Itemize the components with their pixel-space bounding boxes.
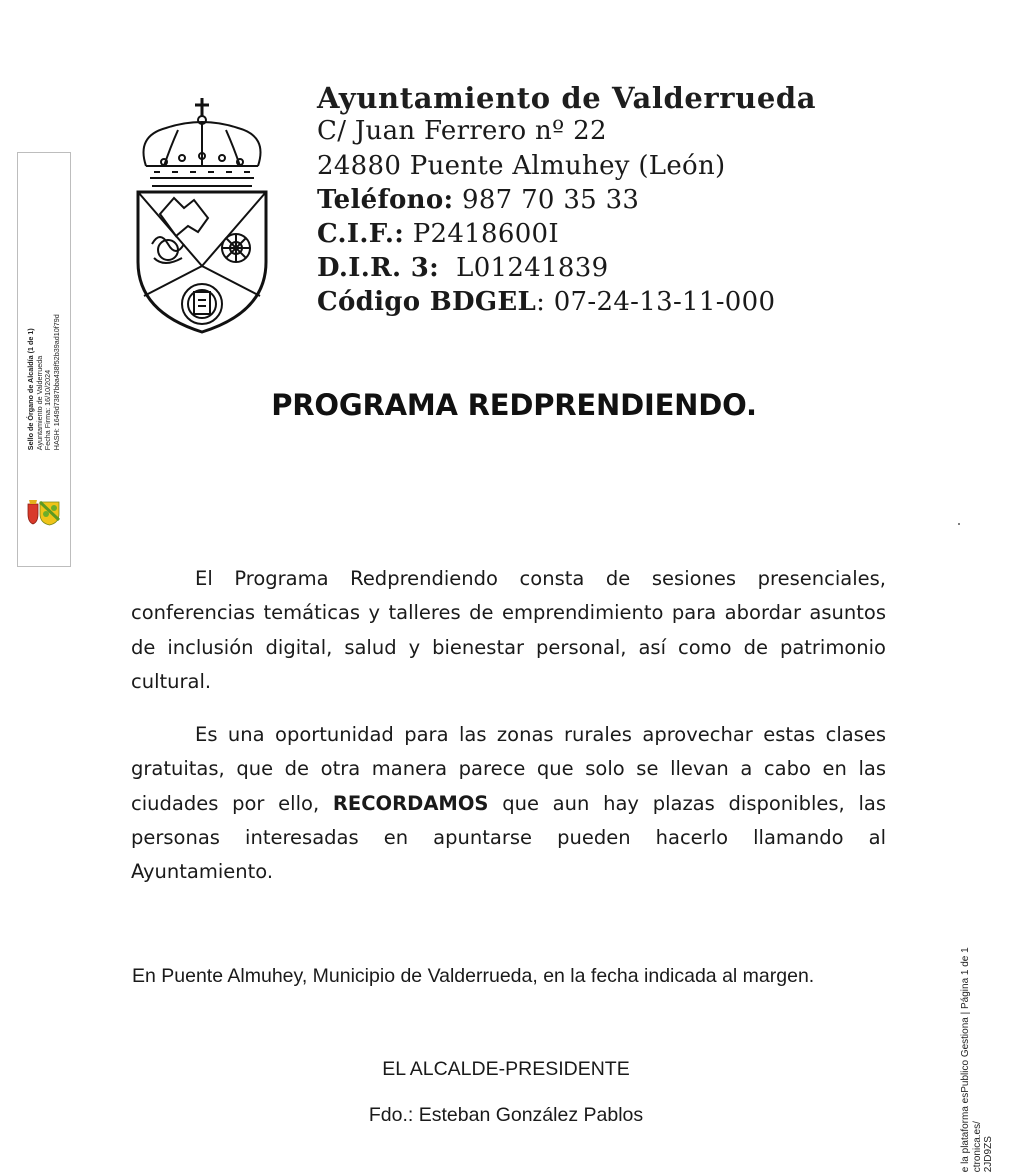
bdgel-label: Código BDGEL bbox=[317, 287, 537, 317]
bdgel-line bbox=[317, 287, 775, 317]
signer-role: EL ALCALDE-PRESIDENTE bbox=[382, 1058, 630, 1080]
paragraph-2-emphasis: RECORDAMOS bbox=[332, 791, 489, 815]
postal-address: 24880 Puente Almuhey (León) bbox=[317, 151, 726, 181]
seal-coat-of-arms-icon bbox=[26, 498, 62, 526]
signer-name: Fdo.: Esteban González Pablos bbox=[368, 1104, 644, 1126]
cif-label: C.I.F.: bbox=[317, 219, 405, 249]
seal-title: Sello de Órgano de Alcaldía (1 de 1) bbox=[25, 328, 35, 451]
cif-line bbox=[317, 219, 559, 249]
verification-margin-text bbox=[960, 862, 995, 1172]
paragraph-2 bbox=[131, 718, 886, 889]
seal-organization: Ayuntamiento de Valderrueda bbox=[34, 355, 44, 451]
address: C/ Juan Ferrero nº 22 bbox=[317, 116, 607, 146]
document-title: PROGRAMA REDPRENDIENDO. bbox=[271, 388, 757, 422]
bdgel-value: : 07-24-13-11-000 bbox=[536, 287, 776, 317]
margin-line-url: ctronica.es/ bbox=[971, 1121, 983, 1172]
paragraph-2-text-start: Es una oportunidad para las zonas rurales aprovechar estas clases gratuitas, que de otra manera parece que solo se llevan a cabo en las ciudades por ello, bbox=[131, 723, 886, 815]
phone-label: Teléfono: bbox=[317, 185, 454, 215]
margin-line-code: 2JD9ZS bbox=[982, 1136, 994, 1172]
phone-line bbox=[317, 185, 639, 215]
place-date: En Puente Almuhey, Municipio de Valderrueda, en la fecha indicada al margen. bbox=[132, 965, 815, 987]
margin-line-platform: e la plataforma esPublico Gestiona | Página 1 de 1 bbox=[959, 947, 971, 1172]
cif-value: P2418600I bbox=[412, 219, 559, 249]
coat-of-arms-icon bbox=[132, 96, 272, 338]
stray-dot bbox=[958, 523, 960, 525]
seal-hash: HASH: 1649d7387bba438f52b39ad10f79d bbox=[51, 314, 61, 451]
paragraph-2-text-end: que aun hay plazas disponibles, las personas interesadas en apuntarse pueden hacerlo llamando al Ayuntamiento. bbox=[131, 791, 887, 884]
electronic-seal-stamp bbox=[17, 152, 71, 567]
seal-date: Fecha Firma: 16/10/2024 bbox=[43, 369, 52, 451]
dir3-label: D.I.R. 3: bbox=[317, 253, 439, 283]
paragraph-1 bbox=[131, 562, 886, 699]
dir3-value: L01241839 bbox=[456, 253, 609, 283]
paragraph-1-text: El Programa Redprendiendo consta de sesiones presenciales, conferencias temáticas y talleres de emprendimiento para abordar asuntos de inclusión digital, salud y bienestar personal, así como de patrimonio cultural. bbox=[131, 567, 886, 693]
dir3-line bbox=[317, 253, 608, 283]
phone-value: 987 70 35 33 bbox=[461, 185, 640, 215]
municipality-name: Ayuntamiento de Valderrueda bbox=[317, 81, 817, 115]
